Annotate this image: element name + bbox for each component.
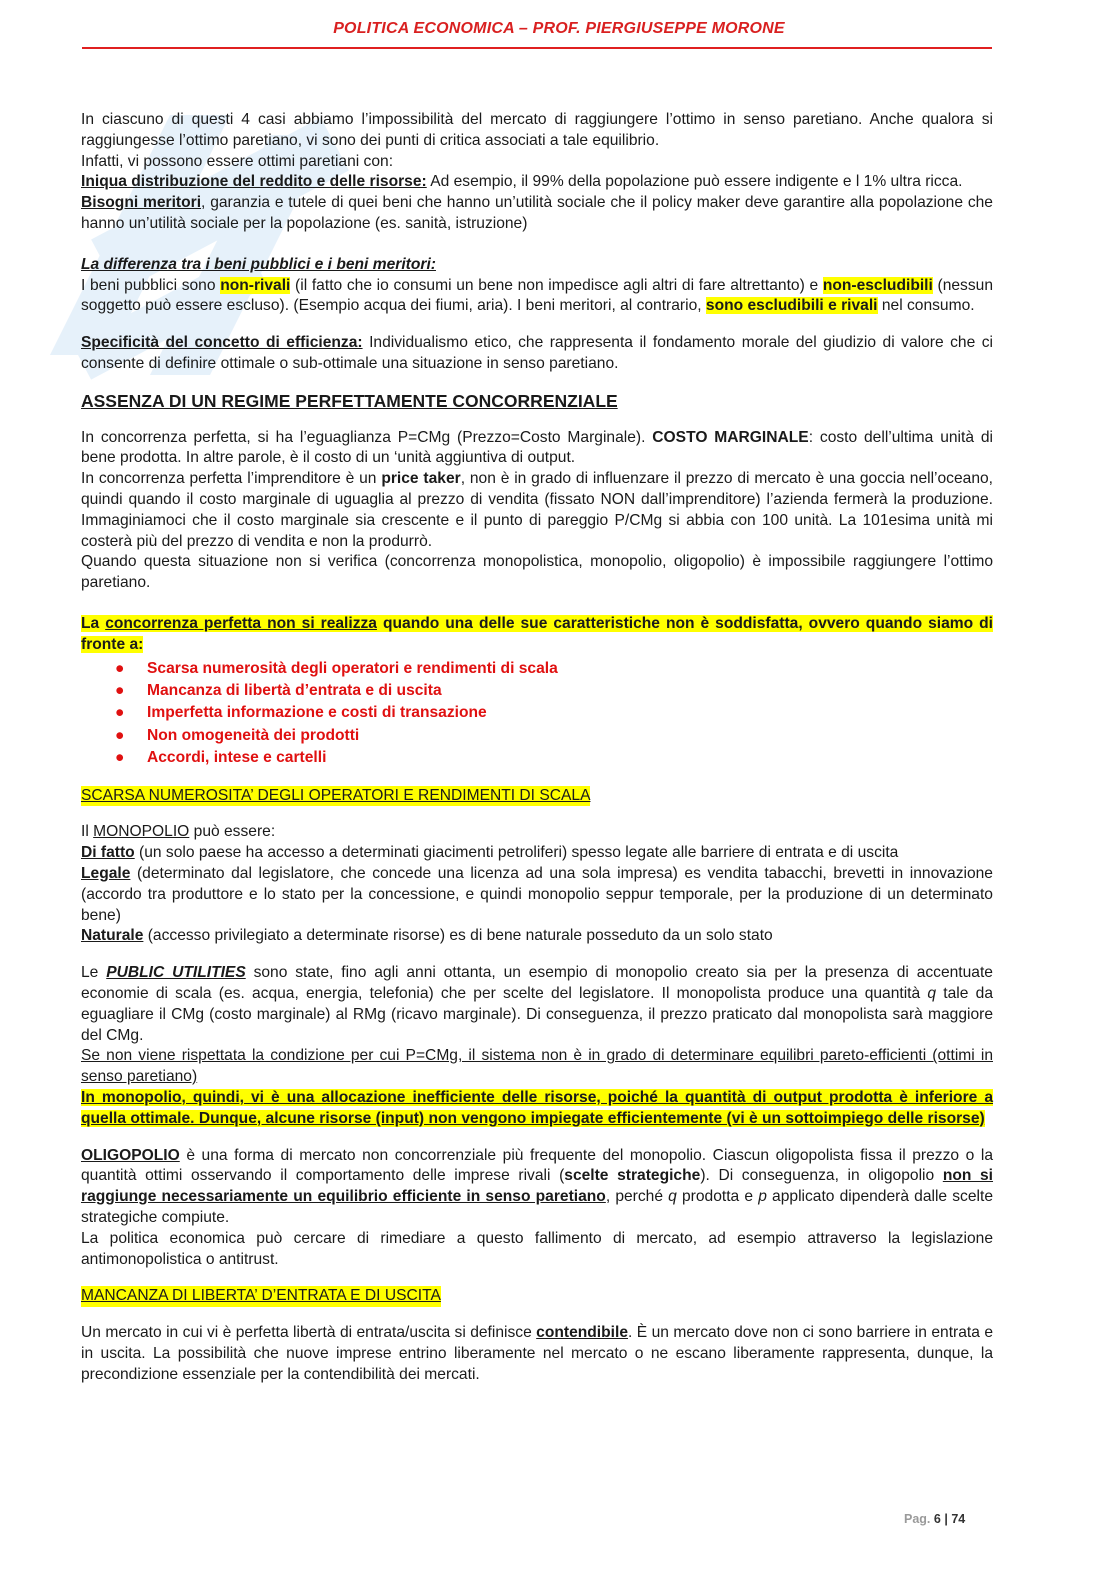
paragraph-bisogni: Bisogni meritori, garanzia e tutele di quei beni che hanno un’utilità sociale che il policy maker deve garantire alla popolazione che hanno un’utilità sociale per la popolazione (es. sanità, istruzione) <box>81 194 993 232</box>
term-bisogni: Bisogni meritori <box>81 194 202 212</box>
bullet-list-cause <box>81 658 993 770</box>
paragraph-di-fatto: Di fatto (un solo paese ha accesso a determinati giacimenti petroliferi) spesso legate alle barriere di entrata e di uscita <box>81 844 899 862</box>
highlight-non-escludibili: non-escludibili <box>822 276 933 294</box>
paragraph-beni-pubblici: I beni pubblici sono non-rivali (il fatto che io consumi un bene non impedisce agli altri di fare altrettanto) e non-escludibili (nessun soggetto può essere escluso). (Esempio acqua dei fiumi, aria). I beni meritori, al contrario, sono escludibili e rivali nel consumo. <box>81 276 993 315</box>
paragraph-public-utilities: Le PUBLIC UTILITIES sono state, fino agli anni ottanta, un esempio di monopolio creato sia per la presenza di accentuate economie di scala (es. acqua, energia, telefonia) che per scelte del legislatore. Il monopolista produce una quantità q tale da eguagliare il CMg (costo marginale) al RMg (ricavo marginale). Di conseguenza, il prezzo praticato dal monopolista sarà maggiore del CMg. <box>81 964 993 1044</box>
paragraph-concorrenza-non-realizza: La concorrenza perfetta non si realizza quando una delle sue caratteristiche non è soddisfatta, ovvero quando siamo di fronte a: <box>81 614 993 653</box>
list-item: ● Mancanza di libertà d’entrata e di uscita <box>147 680 993 702</box>
bullet-icon: ● <box>115 681 125 699</box>
highlight-escludibili-rivali: sono escludibili e rivali <box>705 297 878 315</box>
list-item: ● Accordi, intese e cartelli <box>147 747 993 769</box>
paragraph-efficienza: Specificità del concetto di efficienza: Individualismo etico, che rappresenta il fondamento morale del giudizio di valore che ci consente di definire ottimale o sub-ottimale una situazione in senso paretiano. <box>81 334 993 372</box>
term-efficienza: Specificità del concetto di efficienza: <box>81 334 363 352</box>
list-item: ● Scarsa numerosità degli operatori e rendimenti di scala <box>147 658 993 680</box>
paragraph-politica-antitrust: La politica economica può cercare di rimediare a questo fallimento di mercato, ad esempio attraverso la legislazione antimonopolistica o antitrust. <box>81 1229 993 1268</box>
list-item: ● Non omogeneità dei prodotti <box>147 725 993 747</box>
bullet-icon: ● <box>115 659 125 677</box>
document-body <box>81 110 993 1385</box>
bullet-icon: ● <box>115 749 125 767</box>
paragraph-costo-marginale: In concorrenza perfetta, si ha l’eguaglianza P=CMg (Prezzo=Costo Marginale). COSTO MARGINALE: costo dell’ultima unità di bene prodotta. In altre parole, è il costo di un ‘unità aggiuntiva di output. <box>81 428 993 467</box>
page-label: Pag. <box>904 1512 931 1526</box>
paragraph-ottimi: Infatti, vi possono essere ottimi paretiani con: <box>81 152 394 170</box>
page-header-title: POLITICA ECONOMICA – PROF. PIERGIUSEPPE MORONE <box>333 20 785 37</box>
paragraph-oligopolio: OLIGOPOLIO è una forma di mercato non concorrenziale più frequente del monopolio. Ciascun oligopolista fissa il prezzo o la quantità ottimi osservando il comportamento delle imprese rivali (scelte strategiche). Di conseguenza, in oligopolio non si raggiunge necessariamente un equilibrio efficiente in senso paretiano, perché q prodotta e p applicato dipenderà dalle scelte strategiche compiute. <box>81 1146 994 1226</box>
page-number <box>904 1512 965 1526</box>
paragraph-pareto-condition: Se non viene rispettata la condizione per cui P=CMg, il sistema non è in grado di determinare equilibri pareto-efficienti (ottimi in senso paretiano) <box>81 1047 993 1086</box>
bullet-icon: ● <box>115 726 125 744</box>
header-divider <box>82 47 992 49</box>
paragraph-price-taker: In concorrenza perfetta l’imprenditore è un price taker, non è in grado di influenzare il prezzo di mercato è una goccia nell’oceano, quindi quando il costo marginale di uguaglia al prezzo di vendita (fissato NON dall’imprenditore) l’azienda fermerà la produzione. Immaginiamoci che il costo marginale sia crescente e il punto di pareggio P/CMg si abbia con 100 unità. La 101esima unità mi costerà più del prezzo di vendita e non la produrrò. <box>81 470 993 550</box>
list-item: ● Imperfetta informazione e costi di transazione <box>147 702 993 724</box>
section-heading-concorrenza: ASSENZA DI UN REGIME PERFETTAMENTE CONCORRENZIALE <box>81 390 618 411</box>
term-iniqua: Iniqua distribuzione del reddito e delle risorse: <box>81 173 427 191</box>
paragraph-monopolio: Il MONOPOLIO può essere: <box>81 823 276 841</box>
highlight-non-rivali: non-rivali <box>220 276 291 294</box>
bullet-icon: ● <box>115 704 125 722</box>
paragraph-monopolio-inefficiente: In monopolio, quindi, vi è una allocazione inefficiente delle risorse, poiché la quantità di output prodotta è inferiore a quella ottimale. Dunque, alcune risorse (input) non vengono impiegate efficientemente (vi è un sottoimpiego delle risorse) <box>81 1088 993 1127</box>
subsection-heading-mancanza: MANCANZA DI LIBERTA’ D’ENTRATA E DI USCITA <box>81 1286 993 1307</box>
paragraph-contendibile: Un mercato in cui vi è perfetta libertà di entrata/uscita si definisce contendibile. È un mercato dove non ci sono barriere in entrata e in uscita. La possibilità che nuove imprese entrino liberamente nel mercato o ne escano liberamente rappresenta, dunque, la precondizione essenziale per la contendibilità dei mercati. <box>81 1324 993 1383</box>
paragraph-iniqua: Iniqua distribuzione del reddito e delle risorse: Ad esempio, il 99% della popolazione può essere indigente e l 1% ultra ricca. <box>81 173 963 191</box>
subheading-differenza: La differenza tra i beni pubblici e i beni meritori: <box>81 255 436 273</box>
total-pages: 74 <box>951 1512 966 1526</box>
paragraph-quando: Quando questa situazione non si verifica (concorrenza monopolistica, monopolio, oligopolio) è impossibile raggiungere l’ottimo paretiano. <box>81 553 993 592</box>
subsection-heading-scarsa: SCARSA NUMEROSITA’ DEGLI OPERATORI E RENDIMENTI DI SCALA <box>81 786 993 807</box>
paragraph-naturale: Naturale (accesso privilegiato a determinate risorse) es di bene naturale posseduto da un solo stato <box>81 927 773 945</box>
page-separator: | <box>944 1512 948 1526</box>
current-page: 6 <box>933 1512 941 1526</box>
paragraph-legale: Legale (determinato dal legislatore, che concede una licenza ad una sola impresa) es vendita tabacchi, brevetti in innovazione (accordo tra produttore e lo stato per la concessione, e quindi monopolio seppur temporale, per la produzione di un determinato bene) <box>81 864 993 924</box>
paragraph-intro: In ciascuno di questi 4 casi abbiamo l’impossibilità del mercato di raggiungere l’ottimo in senso paretiano. Anche qualora si raggiungesse l’ottimo paretiano, vi sono dei punti di critica associati a tale equilibrio. <box>81 111 993 149</box>
